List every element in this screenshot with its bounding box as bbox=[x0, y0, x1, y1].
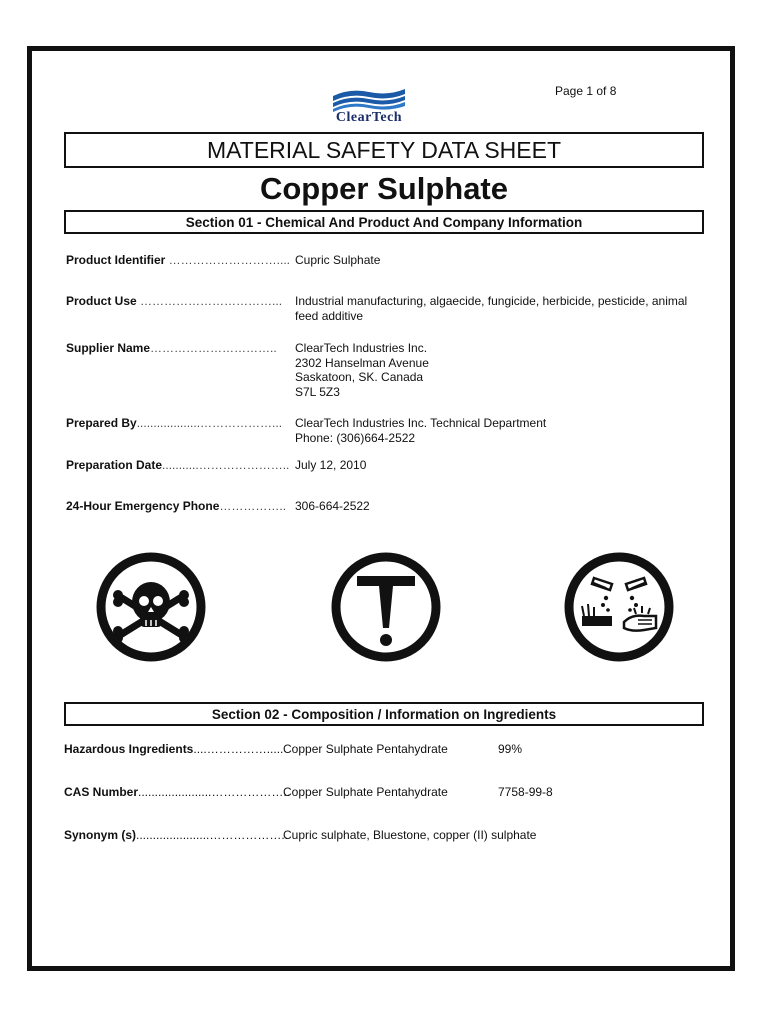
logo-text: ClearTech bbox=[335, 110, 403, 125]
corrosive-icon bbox=[562, 550, 676, 664]
section-02-heading: Section 02 - Composition / Information on Ingredients bbox=[64, 702, 704, 726]
emergency-phone-value: 306-664-2522 bbox=[295, 499, 370, 513]
product-identifier-value: Cupric Sulphate bbox=[295, 253, 381, 267]
cas-ingredient-value: Copper Sulphate Pentahydrate bbox=[283, 785, 448, 799]
preparation-date-value: July 12, 2010 bbox=[295, 458, 367, 472]
document-title: MATERIAL SAFETY DATA SHEET bbox=[64, 132, 704, 168]
cas-number-value: 7758-99-8 bbox=[498, 785, 553, 799]
section-01-heading: Section 01 - Chemical And Product And Company Information bbox=[64, 210, 704, 234]
prepared-by-value: ClearTech Industries Inc. Technical Department Phone: (306)664-2522 bbox=[295, 416, 547, 445]
hazardous-ingredients-percent: 99% bbox=[498, 742, 523, 756]
product-name: Copper Sulphate bbox=[259, 171, 508, 206]
supplier-name-value: ClearTech Industries Inc. 2302 Hanselman Avenue Saskatoon, SK. Canada S7L 5Z3 bbox=[295, 341, 429, 399]
dangerously-reactive-icon bbox=[329, 550, 443, 664]
synonyms-value: Cupric sulphate, Bluestone, copper (II) sulphate bbox=[283, 828, 537, 842]
poison-skull-icon bbox=[94, 550, 208, 664]
product-use-value: Industrial manufacturing, algaecide, fungicide, herbicide, pesticide, animal feed additive bbox=[295, 294, 688, 323]
hazardous-ingredients-value: Copper Sulphate Pentahydrate bbox=[283, 742, 448, 756]
page-number: Page 1 of 8 bbox=[555, 84, 617, 98]
